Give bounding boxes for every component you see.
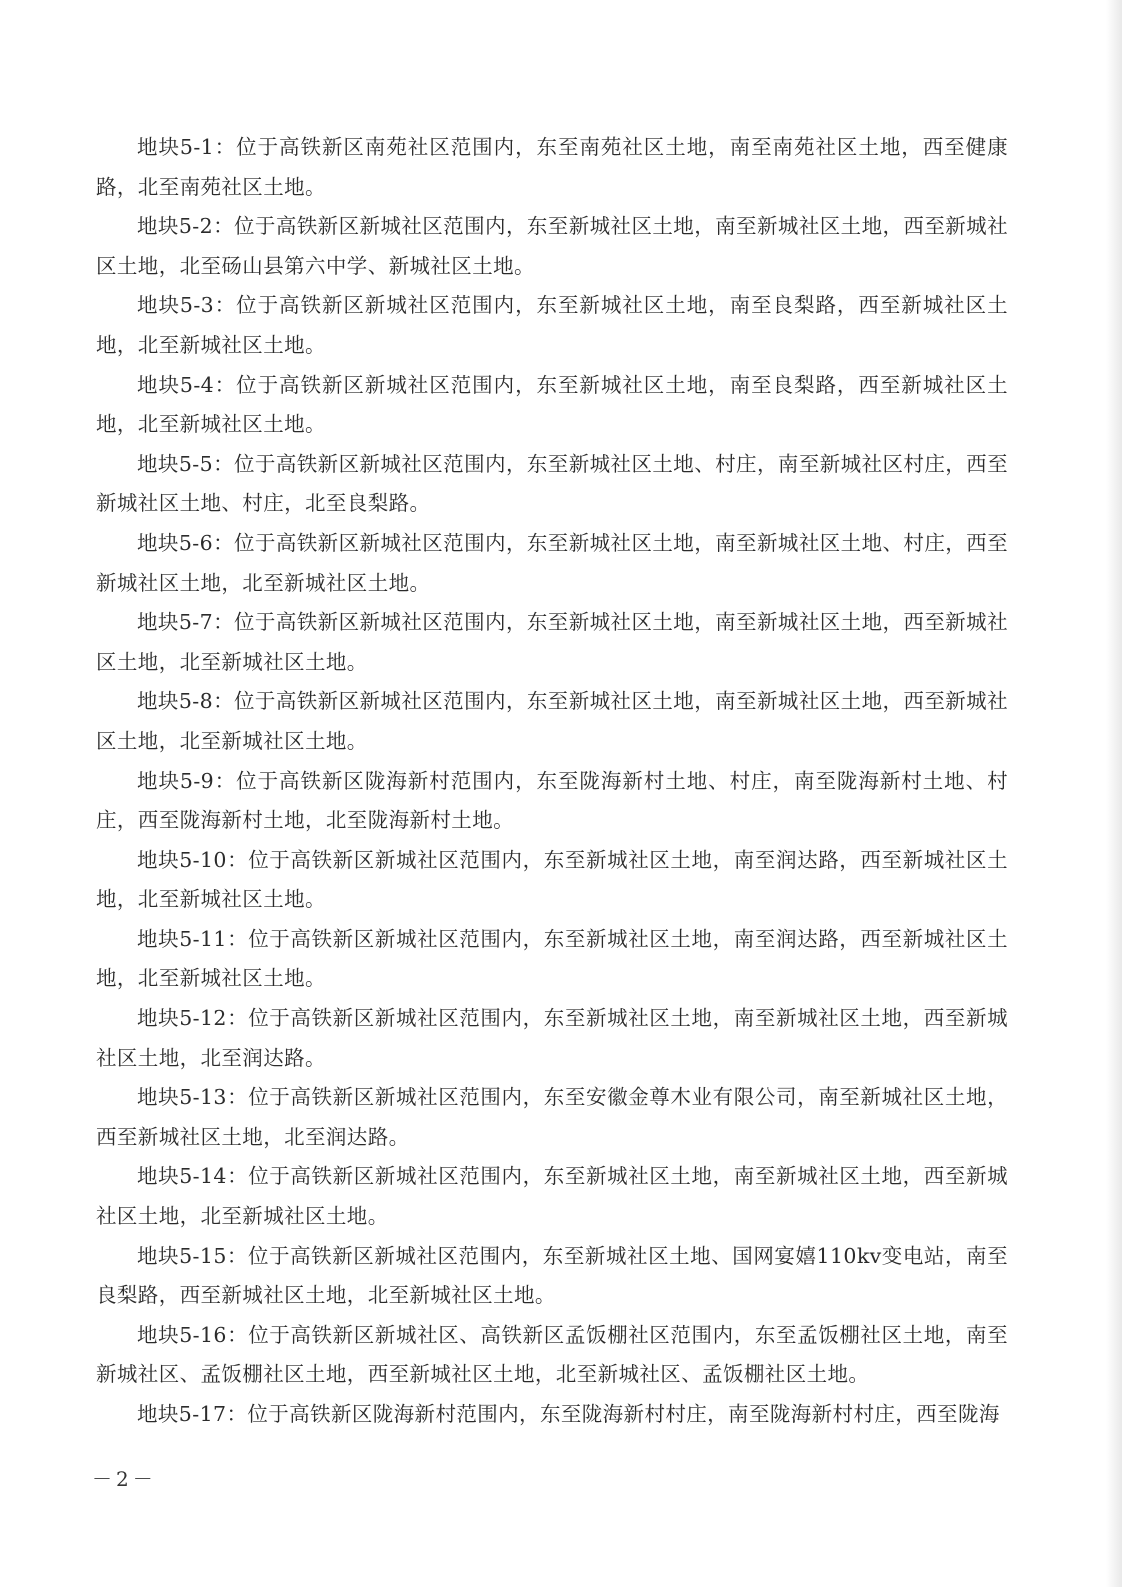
paragraph-plot-5-17: 地块5-17：位于高铁新区陇海新村范围内，东至陇海新村村庄，南至陇海新村村庄，西至陇海 — [137, 1402, 1000, 1426]
paragraph-plot-5-13: 地块5-13：位于高铁新区新城社区范围内，东至安徽金尊木业有限公司，南至新城社区土地，西至新城社区土地，北至润达路。 — [96, 1085, 1008, 1149]
document-body — [96, 128, 1008, 1435]
paragraph-plot-5-7: 地块5-7：位于高铁新区新城社区范围内，东至新城社区土地，南至新城社区土地，西至新城社区土地，北至新城社区土地。 — [96, 610, 1008, 674]
paragraph-plot-5-5: 地块5-5：位于高铁新区新城社区范围内，东至新城社区土地、村庄，南至新城社区村庄，西至新城社区土地、村庄，北至良梨路。 — [96, 451, 1008, 516]
paragraph-plot-5-8: 地块5-8：位于高铁新区新城社区范围内，东至新城社区土地，南至新城社区土地，西至新城社区土地，北至新城社区土地。 — [96, 689, 1008, 753]
paragraph-plot-5-6: 地块5-6：位于高铁新区新城社区范围内，东至新城社区土地，南至新城社区土地、村庄，西至新城社区土地，北至新城社区土地。 — [96, 530, 1008, 595]
paragraph-plot-5-16: 地块5-16：位于高铁新区新城社区、高铁新区孟饭棚社区范围内，东至孟饭棚社区土地，南至新城社区、孟饭棚社区土地，西至新城社区土地，北至新城社区、孟饭棚社区土地。 — [96, 1322, 1008, 1387]
paragraph-plot-5-10: 地块5-10：位于高铁新区新城社区范围内，东至新城社区土地，南至润达路，西至新城社区土地，北至新城社区土地。 — [96, 847, 1008, 912]
page-edge-shadow — [1106, 0, 1122, 1587]
paragraph-plot-5-14: 地块5-14：位于高铁新区新城社区范围内，东至新城社区土地，南至新城社区土地，西至新城社区土地，北至新城社区土地。 — [96, 1164, 1008, 1229]
paragraph-plot-5-9: 地块5-9：位于高铁新区陇海新村范围内，东至陇海新村土地、村庄，南至陇海新村土地、村庄，西至陇海新村土地，北至陇海新村土地。 — [96, 768, 1008, 833]
page-number: －2－ — [92, 1467, 157, 1491]
paragraph-plot-5-11: 地块5-11：位于高铁新区新城社区范围内，东至新城社区土地，南至润达路，西至新城社区土地，北至新城社区土地。 — [96, 926, 1008, 991]
paragraph-plot-5-3: 地块5-3：位于高铁新区新城社区范围内，东至新城社区土地，南至良梨路，西至新城社区土地，北至新城社区土地。 — [96, 293, 1008, 357]
paragraph-plot-5-2: 地块5-2：位于高铁新区新城社区范围内，东至新城社区土地，南至新城社区土地，西至新城社区土地，北至砀山县第六中学、新城社区土地。 — [96, 214, 1008, 278]
paragraph-plot-5-1: 地块5-1：位于高铁新区南苑社区范围内，东至南苑社区土地，南至南苑社区土地，西至健康路，北至南苑社区土地。 — [96, 135, 1008, 199]
paragraph-plot-5-4: 地块5-4：位于高铁新区新城社区范围内，东至新城社区土地，南至良梨路，西至新城社区土地，北至新城社区土地。 — [96, 372, 1008, 437]
paragraph-plot-5-12: 地块5-12：位于高铁新区新城社区范围内，东至新城社区土地，南至新城社区土地，西至新城社区土地，北至润达路。 — [96, 1006, 1008, 1070]
paragraph-plot-5-15: 地块5-15：位于高铁新区新城社区范围内，东至新城社区土地、国网宴嬉110kv变电站，南至良梨路，西至新城社区土地，北至新城社区土地。 — [96, 1243, 1008, 1308]
